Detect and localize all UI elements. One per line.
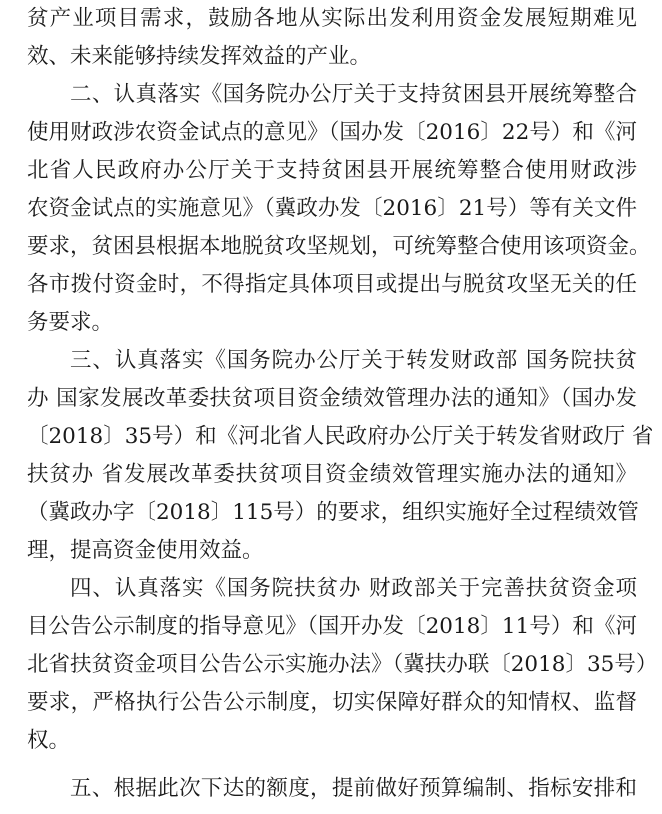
text-line: 务要求。 xyxy=(27,310,114,335)
text-line: 理，提高资金使用效益。 xyxy=(27,538,264,563)
text-line: 北省人民政府办公厅关于支持贫困县开展统筹整合使用财政涉 xyxy=(27,158,637,183)
text-line: 各市拨付资金时，不得指定具体项目或提出与脱贫攻坚无关的任 xyxy=(27,272,637,297)
text-line: 农资金试点的实施意见》（冀政办发〔2016〕21号）等有关文件 xyxy=(27,196,637,221)
paragraph-start-line: 三、认真落实《国务院办公厅关于转发财政部 国务院扶贫 xyxy=(70,348,637,373)
text-line: 要求，贫困县根据本地脱贫攻坚规划，可统筹整合使用该项资金。 xyxy=(27,234,651,259)
text-line: 目公告公示制度的指导意见》（国开办发〔2018〕11号）和《河 xyxy=(27,614,637,639)
paragraph-start-line: 二、认真落实《国务院办公厅关于支持贫困县开展统筹整合 xyxy=(70,82,637,107)
text-line: 扶贫办 省发展改革委扶贫项目资金绩效管理实施办法的通知》 xyxy=(27,462,637,487)
text-line: 〔2018〕35号）和《河北省人民政府办公厅关于转发省财政厅 省 xyxy=(27,424,654,449)
text-line: 使用财政涉农资金试点的意见》（国办发〔2016〕22号）和《河 xyxy=(27,120,637,145)
text-line: 贫产业项目需求，鼓励各地从实际出发利用资金发展短期难见 xyxy=(27,6,637,31)
text-line: 权。 xyxy=(27,728,71,753)
text-line: 北省扶贫资金项目公告公示实施办法》（冀扶办联〔2018〕35号） xyxy=(27,652,658,677)
text-line: 要求，严格执行公告公示制度，切实保障好群众的知情权、监督 xyxy=(27,690,637,715)
text-line: 效、未来能够持续发挥效益的产业。 xyxy=(27,44,372,69)
text-line: 办 国家发展改革委扶贫项目资金绩效管理办法的通知》（国办发 xyxy=(27,386,637,411)
paragraph-start-line: 四、认真落实《国务院扶贫办 财政部关于完善扶贫资金项 xyxy=(70,576,637,601)
text-line: （冀政办字〔2018〕115号）的要求，组织实施好全过程绩效管 xyxy=(27,500,639,525)
paragraph-start-line: 五、根据此次下达的额度，提前做好预算编制、指标安排和 xyxy=(70,776,637,801)
